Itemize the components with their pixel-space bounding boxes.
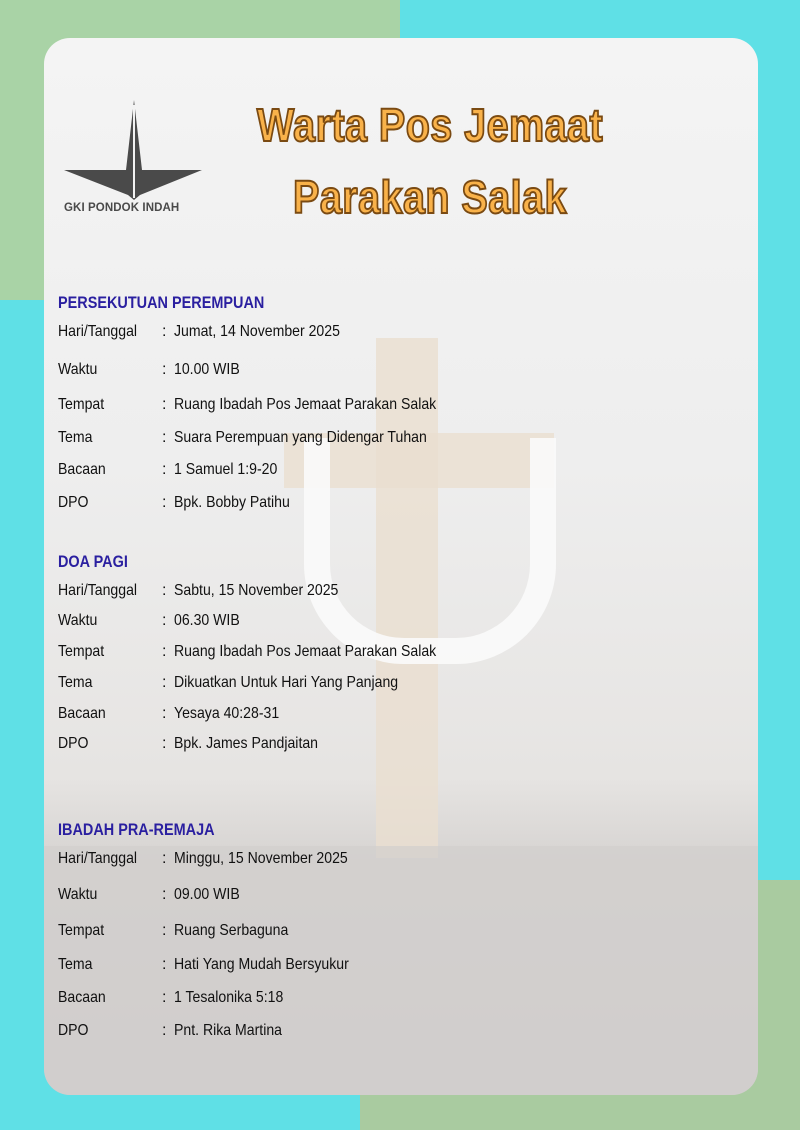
row-label: Bacaan: [58, 461, 106, 478]
row-separator: :: [162, 494, 167, 511]
gki-cross-logo-icon: [64, 100, 204, 200]
row-value: Yesaya 40:28-31: [174, 705, 280, 722]
row-value: 10.00 WIB: [174, 361, 240, 378]
row-separator: :: [162, 705, 167, 722]
info-row: [58, 985, 284, 1018]
info-row: [58, 846, 348, 882]
row-label: Waktu: [58, 886, 98, 903]
row-label: DPO: [58, 494, 89, 511]
row-value: Suara Perempuan yang Didengar Tuhan: [174, 429, 427, 446]
row-separator: :: [162, 922, 167, 939]
row-label: Tema: [58, 674, 93, 691]
row-separator: :: [162, 461, 167, 478]
section-1: [58, 552, 437, 761]
row-label: Tempat: [58, 922, 105, 939]
row-label: Waktu: [58, 361, 98, 378]
row-value: Pnt. Rika Martina: [174, 1022, 282, 1039]
row-value: Ruang Ibadah Pos Jemaat Parakan Salak: [174, 643, 437, 660]
row-label: Tempat: [58, 643, 105, 660]
row-separator: :: [162, 1022, 167, 1039]
poster-title-line1: Warta Pos Jemaat: [256, 99, 604, 151]
info-row: [58, 490, 301, 522]
row-separator: :: [162, 429, 167, 446]
poster-title-line2: Parakan Salak: [293, 171, 567, 223]
info-row: [58, 670, 399, 701]
row-separator: :: [162, 396, 167, 413]
row-separator: :: [162, 612, 167, 629]
row-label: Hari/Tanggal: [58, 850, 138, 867]
section-title: IBADAH PRA-REMAJA: [58, 820, 215, 839]
info-row: [58, 918, 289, 952]
row-value: Bpk. James Pandjaitan: [174, 735, 319, 752]
row-value: Ruang Ibadah Pos Jemaat Parakan Salak: [174, 396, 437, 413]
info-row: [58, 731, 319, 761]
row-label: Hari/Tanggal: [58, 582, 138, 599]
row-value: Bpk. Bobby Patihu: [174, 494, 290, 511]
row-label: DPO: [58, 735, 89, 752]
info-row: [58, 608, 240, 639]
row-value: Hati Yang Mudah Bersyukur: [174, 956, 349, 973]
row-separator: :: [162, 674, 167, 691]
row-separator: :: [162, 582, 167, 599]
row-separator: :: [162, 323, 167, 340]
row-value: 06.30 WIB: [174, 612, 240, 629]
row-value: Dikuatkan Untuk Hari Yang Panjang: [174, 674, 399, 691]
row-label: Tempat: [58, 396, 105, 413]
info-row: [58, 882, 242, 918]
row-label: Bacaan: [58, 989, 106, 1006]
row-label: Bacaan: [58, 705, 106, 722]
info-row: [58, 357, 301, 392]
row-value: Ruang Serbaguna: [174, 922, 289, 939]
row-value: 1 Samuel 1:9-20: [174, 461, 278, 478]
logo-text: GKI PONDOK INDAH: [64, 202, 180, 214]
row-value: Sabtu, 15 November 2025: [174, 582, 339, 599]
row-separator: :: [162, 886, 167, 903]
info-row: [58, 392, 437, 425]
row-value: Minggu, 15 November 2025: [174, 850, 348, 867]
row-separator: :: [162, 361, 167, 378]
row-value: 1 Tesalonika 5:18: [174, 989, 284, 1006]
row-label: Waktu: [58, 612, 98, 629]
row-separator: :: [162, 735, 167, 752]
info-row: [58, 701, 280, 731]
row-separator: :: [162, 850, 167, 867]
section-title: PERSEKUTUAN PEREMPUAN: [58, 293, 265, 312]
section-title: DOA PAGI: [58, 552, 128, 571]
info-row: [58, 952, 349, 985]
row-value: 09.00 WIB: [174, 886, 240, 903]
info-row: [58, 425, 427, 457]
section-2: [58, 820, 349, 1051]
row-label: DPO: [58, 1022, 89, 1039]
row-separator: :: [162, 643, 167, 660]
row-separator: :: [162, 989, 167, 1006]
section-0: [58, 293, 437, 522]
row-value: Jumat, 14 November 2025: [174, 323, 340, 340]
drape-background: [304, 438, 556, 664]
info-row: [58, 457, 301, 490]
row-label: Tema: [58, 956, 93, 973]
row-label: Hari/Tanggal: [58, 323, 138, 340]
info-row: [58, 639, 437, 670]
info-row: [58, 578, 339, 608]
info-row: [58, 319, 340, 357]
row-separator: :: [162, 956, 167, 973]
row-label: Tema: [58, 429, 93, 446]
info-row: [58, 1018, 282, 1051]
